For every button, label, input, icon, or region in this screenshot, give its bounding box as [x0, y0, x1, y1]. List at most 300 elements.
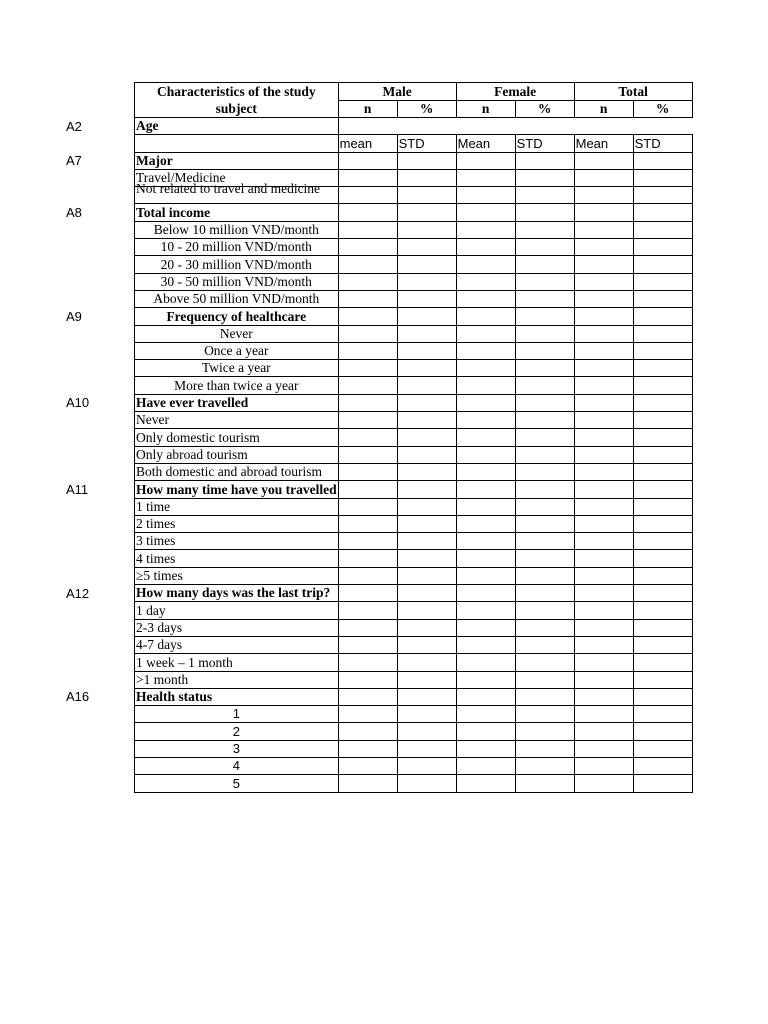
- value-cell[interactable]: [338, 498, 397, 515]
- value-cell[interactable]: [574, 775, 633, 792]
- value-cell[interactable]: [574, 290, 633, 307]
- section-title: How many days was the last trip?: [135, 585, 339, 602]
- value-cell[interactable]: [456, 654, 515, 671]
- value-cell[interactable]: [633, 567, 692, 584]
- value-cell[interactable]: [397, 308, 456, 325]
- value-cell[interactable]: [633, 533, 692, 550]
- value-cell[interactable]: [574, 533, 633, 550]
- value-cell[interactable]: [456, 567, 515, 584]
- section-title-row: [135, 688, 693, 705]
- value-cell[interactable]: [456, 446, 515, 463]
- value-cell[interactable]: [633, 290, 692, 307]
- value-cell[interactable]: [515, 567, 574, 584]
- value-cell[interactable]: [397, 602, 456, 619]
- value-cell[interactable]: [633, 636, 692, 653]
- value-cell[interactable]: [456, 360, 515, 377]
- value-cell[interactable]: [633, 688, 692, 705]
- value-cell[interactable]: [338, 290, 397, 307]
- value-cell[interactable]: [574, 394, 633, 411]
- item-row: [135, 221, 693, 238]
- value-cell[interactable]: [515, 515, 574, 532]
- value-cell[interactable]: [515, 394, 574, 411]
- value-cell[interactable]: [574, 740, 633, 757]
- value-cell[interactable]: [397, 463, 456, 480]
- value-cell[interactable]: [456, 377, 515, 394]
- item-row: [135, 602, 693, 619]
- value-cell[interactable]: [515, 256, 574, 273]
- value-cell[interactable]: [574, 169, 633, 186]
- value-cell[interactable]: [515, 757, 574, 774]
- item-label: More than twice a year: [135, 377, 339, 394]
- item-label: Twice a year: [135, 360, 339, 377]
- value-cell[interactable]: [338, 412, 397, 429]
- value-cell[interactable]: [633, 377, 692, 394]
- value-cell[interactable]: [397, 567, 456, 584]
- value-cell[interactable]: [456, 342, 515, 359]
- value-cell[interactable]: [338, 723, 397, 740]
- group-header-total: Total: [574, 83, 692, 101]
- value-cell[interactable]: [633, 360, 692, 377]
- item-label: 3: [135, 740, 339, 757]
- value-cell[interactable]: [456, 757, 515, 774]
- value-cell[interactable]: [515, 533, 574, 550]
- value-cell[interactable]: [574, 360, 633, 377]
- value-cell[interactable]: [338, 429, 397, 446]
- value-cell[interactable]: [338, 481, 397, 498]
- row-code: A2: [66, 118, 82, 134]
- value-cell[interactable]: [397, 481, 456, 498]
- value-cell[interactable]: [633, 757, 692, 774]
- age-label: Age: [135, 118, 339, 135]
- stat-header-cell: STD: [633, 135, 692, 152]
- item-row: [135, 446, 693, 463]
- value-cell[interactable]: [456, 533, 515, 550]
- stat-header-cell: Mean: [456, 135, 515, 152]
- value-cell[interactable]: [633, 308, 692, 325]
- value-cell[interactable]: [397, 740, 456, 757]
- value-cell[interactable]: [515, 671, 574, 688]
- value-cell[interactable]: [574, 602, 633, 619]
- item-label: Both domestic and abroad tourism: [135, 463, 339, 480]
- value-cell[interactable]: [338, 602, 397, 619]
- value-cell[interactable]: [338, 221, 397, 238]
- value-cell[interactable]: [397, 221, 456, 238]
- item-label: Only abroad tourism: [135, 446, 339, 463]
- value-cell[interactable]: [456, 273, 515, 290]
- value-cell[interactable]: [515, 775, 574, 792]
- value-cell[interactable]: [456, 636, 515, 653]
- section-title: Frequency of healthcare: [135, 308, 339, 325]
- section-title-row: [135, 308, 693, 325]
- value-cell[interactable]: [633, 256, 692, 273]
- value-cell[interactable]: [633, 481, 692, 498]
- section-title: How many time have you travelled: [136, 481, 337, 497]
- value-cell[interactable]: [397, 429, 456, 446]
- value-cell[interactable]: [338, 169, 397, 186]
- value-cell[interactable]: [397, 533, 456, 550]
- value-cell[interactable]: [338, 585, 397, 602]
- value-cell[interactable]: [456, 394, 515, 411]
- value-cell[interactable]: [574, 636, 633, 653]
- value-cell[interactable]: [397, 290, 456, 307]
- row-code: A9: [66, 308, 82, 324]
- value-cell[interactable]: [338, 360, 397, 377]
- value-cell[interactable]: [338, 740, 397, 757]
- value-cell[interactable]: [574, 515, 633, 532]
- value-cell[interactable]: [338, 515, 397, 532]
- value-cell[interactable]: [574, 239, 633, 256]
- value-cell[interactable]: [515, 619, 574, 636]
- group-header-female: Female: [456, 83, 574, 101]
- value-cell[interactable]: [338, 446, 397, 463]
- item-row: [135, 671, 693, 688]
- value-cell[interactable]: [456, 204, 515, 221]
- header-row: [135, 83, 693, 101]
- value-cell[interactable]: [574, 463, 633, 480]
- item-label: 2-3 days: [135, 619, 339, 636]
- age-stats-label-cell: [135, 135, 339, 152]
- value-cell[interactable]: [515, 290, 574, 307]
- value-cell[interactable]: [633, 775, 692, 792]
- value-cell[interactable]: [633, 412, 692, 429]
- item-label: 30 - 50 million VND/month: [135, 273, 339, 290]
- value-cell[interactable]: [397, 550, 456, 567]
- value-cell[interactable]: [338, 377, 397, 394]
- value-cell[interactable]: [633, 671, 692, 688]
- value-cell[interactable]: [338, 706, 397, 723]
- value-cell[interactable]: [456, 152, 515, 169]
- value-cell[interactable]: [338, 775, 397, 792]
- row-code: A16: [66, 689, 90, 705]
- subheader-cell: %: [397, 100, 456, 118]
- item-row: [135, 187, 693, 204]
- value-cell[interactable]: [633, 619, 692, 636]
- value-cell[interactable]: [574, 706, 633, 723]
- value-cell[interactable]: [515, 602, 574, 619]
- value-cell[interactable]: [456, 187, 515, 204]
- value-cell[interactable]: [397, 152, 456, 169]
- value-cell[interactable]: [633, 204, 692, 221]
- item-label: 1: [135, 706, 339, 723]
- value-cell[interactable]: [456, 256, 515, 273]
- value-cell[interactable]: [574, 723, 633, 740]
- value-cell[interactable]: [456, 688, 515, 705]
- value-cell[interactable]: [338, 256, 397, 273]
- value-cell[interactable]: [515, 636, 574, 653]
- item-row: [135, 740, 693, 757]
- value-cell[interactable]: [633, 394, 692, 411]
- value-cell[interactable]: [515, 239, 574, 256]
- subheader-cell: n: [338, 100, 397, 118]
- section-title-row: [135, 585, 693, 602]
- value-cell[interactable]: [456, 602, 515, 619]
- item-label: 1 week – 1 month: [135, 654, 339, 671]
- value-cell[interactable]: [397, 706, 456, 723]
- characteristics-table: [134, 82, 693, 793]
- value-cell[interactable]: [515, 654, 574, 671]
- item-label: 4 times: [135, 550, 339, 567]
- value-cell[interactable]: [456, 325, 515, 342]
- value-cell[interactable]: [633, 740, 692, 757]
- value-cell[interactable]: [338, 567, 397, 584]
- value-cell[interactable]: [338, 654, 397, 671]
- value-cell[interactable]: [456, 169, 515, 186]
- value-cell[interactable]: [515, 412, 574, 429]
- value-cell[interactable]: [397, 204, 456, 221]
- value-cell[interactable]: [338, 204, 397, 221]
- value-cell[interactable]: [574, 412, 633, 429]
- value-cell[interactable]: [338, 239, 397, 256]
- stat-header-cell: mean: [338, 135, 397, 152]
- value-cell[interactable]: [633, 654, 692, 671]
- value-cell[interactable]: [338, 533, 397, 550]
- value-cell[interactable]: [397, 619, 456, 636]
- item-label: 5: [135, 775, 339, 792]
- item-row: [135, 498, 693, 515]
- value-cell[interactable]: [397, 585, 456, 602]
- value-cell[interactable]: [397, 671, 456, 688]
- value-cell[interactable]: [515, 446, 574, 463]
- value-cell[interactable]: [633, 325, 692, 342]
- value-cell[interactable]: [456, 463, 515, 480]
- item-row: [135, 567, 693, 584]
- value-cell[interactable]: [633, 585, 692, 602]
- value-cell[interactable]: [397, 273, 456, 290]
- value-cell[interactable]: [456, 515, 515, 532]
- item-label: 2 times: [135, 515, 339, 532]
- item-label: 10 - 20 million VND/month: [135, 239, 339, 256]
- value-cell[interactable]: [574, 481, 633, 498]
- value-cell[interactable]: [397, 654, 456, 671]
- item-label: Never: [135, 325, 339, 342]
- item-label: Only domestic tourism: [135, 429, 339, 446]
- value-cell[interactable]: [515, 169, 574, 186]
- value-cell[interactable]: [338, 688, 397, 705]
- value-cell[interactable]: [456, 550, 515, 567]
- value-cell[interactable]: [397, 757, 456, 774]
- value-cell[interactable]: [338, 342, 397, 359]
- value-cell[interactable]: [515, 342, 574, 359]
- value-cell[interactable]: [456, 740, 515, 757]
- subheader-cell: %: [515, 100, 574, 118]
- value-cell[interactable]: [633, 463, 692, 480]
- value-cell[interactable]: [515, 463, 574, 480]
- value-cell[interactable]: [397, 412, 456, 429]
- value-cell[interactable]: [633, 429, 692, 446]
- value-cell[interactable]: [574, 273, 633, 290]
- value-cell[interactable]: [633, 187, 692, 204]
- value-cell[interactable]: [397, 723, 456, 740]
- value-cell[interactable]: [515, 325, 574, 342]
- value-cell[interactable]: [515, 723, 574, 740]
- value-cell[interactable]: [633, 723, 692, 740]
- value-cell[interactable]: [574, 498, 633, 515]
- value-cell[interactable]: [515, 377, 574, 394]
- value-cell[interactable]: [515, 204, 574, 221]
- value-cell[interactable]: [574, 377, 633, 394]
- item-label: 2: [135, 723, 339, 740]
- value-cell[interactable]: [456, 585, 515, 602]
- value-cell[interactable]: [633, 342, 692, 359]
- value-cell[interactable]: [338, 152, 397, 169]
- value-cell[interactable]: [456, 671, 515, 688]
- characteristics-header: Characteristics of the study subject: [135, 83, 339, 118]
- value-cell[interactable]: [574, 342, 633, 359]
- item-row: [135, 325, 693, 342]
- value-cell[interactable]: [338, 308, 397, 325]
- subheader-cell: %: [633, 100, 692, 118]
- value-cell[interactable]: [574, 671, 633, 688]
- value-cell[interactable]: [574, 757, 633, 774]
- item-label: Travel/Medicine: [135, 169, 339, 186]
- item-label: ≥5 times: [135, 567, 339, 584]
- value-cell[interactable]: [456, 706, 515, 723]
- value-cell[interactable]: [397, 342, 456, 359]
- value-cell[interactable]: [515, 152, 574, 169]
- section-title-row: [135, 481, 693, 498]
- value-cell[interactable]: [574, 567, 633, 584]
- value-cell[interactable]: [574, 256, 633, 273]
- value-cell[interactable]: [633, 152, 692, 169]
- value-cell[interactable]: [574, 325, 633, 342]
- item-row: [135, 654, 693, 671]
- value-cell[interactable]: [397, 169, 456, 186]
- value-cell[interactable]: [574, 550, 633, 567]
- item-label: Never: [135, 412, 339, 429]
- section-title: Major: [135, 152, 339, 169]
- value-cell[interactable]: [515, 187, 574, 204]
- item-row: [135, 723, 693, 740]
- value-cell[interactable]: [338, 636, 397, 653]
- item-row: [135, 463, 693, 480]
- item-row: [135, 360, 693, 377]
- value-cell[interactable]: [515, 481, 574, 498]
- item-row: [135, 757, 693, 774]
- value-cell[interactable]: [456, 498, 515, 515]
- value-cell[interactable]: [456, 481, 515, 498]
- value-cell[interactable]: [397, 325, 456, 342]
- item-row: [135, 636, 693, 653]
- value-cell[interactable]: [338, 187, 397, 204]
- value-cell[interactable]: [574, 619, 633, 636]
- age-row: [135, 118, 693, 135]
- value-cell[interactable]: [397, 377, 456, 394]
- value-cell[interactable]: [633, 273, 692, 290]
- value-cell[interactable]: [397, 515, 456, 532]
- value-cell[interactable]: [515, 308, 574, 325]
- value-cell[interactable]: [515, 550, 574, 567]
- value-cell[interactable]: [574, 688, 633, 705]
- value-cell[interactable]: [633, 221, 692, 238]
- value-cell[interactable]: [338, 325, 397, 342]
- item-row: [135, 412, 693, 429]
- value-cell[interactable]: [397, 775, 456, 792]
- value-cell[interactable]: [515, 360, 574, 377]
- value-cell[interactable]: [633, 239, 692, 256]
- value-cell[interactable]: [515, 585, 574, 602]
- value-cell[interactable]: [515, 273, 574, 290]
- value-cell[interactable]: [515, 706, 574, 723]
- value-cell[interactable]: [633, 498, 692, 515]
- value-cell[interactable]: [574, 585, 633, 602]
- value-cell[interactable]: [397, 256, 456, 273]
- value-cell[interactable]: [397, 360, 456, 377]
- row-code: A11: [66, 481, 89, 497]
- value-cell[interactable]: [456, 723, 515, 740]
- value-cell[interactable]: [338, 671, 397, 688]
- value-cell[interactable]: [515, 221, 574, 238]
- item-row: [135, 273, 693, 290]
- section-title-row: [135, 204, 693, 221]
- value-cell[interactable]: [397, 394, 456, 411]
- value-cell[interactable]: [397, 187, 456, 204]
- value-cell[interactable]: [338, 273, 397, 290]
- value-cell[interactable]: [515, 688, 574, 705]
- value-cell[interactable]: [397, 239, 456, 256]
- value-cell[interactable]: [397, 498, 456, 515]
- section-title-row: [135, 152, 693, 169]
- value-cell[interactable]: [574, 446, 633, 463]
- value-cell[interactable]: [574, 429, 633, 446]
- item-row: [135, 775, 693, 792]
- value-cell[interactable]: [574, 204, 633, 221]
- item-row: [135, 377, 693, 394]
- value-cell[interactable]: [397, 636, 456, 653]
- value-cell[interactable]: [456, 308, 515, 325]
- subheader-cell: n: [574, 100, 633, 118]
- value-cell[interactable]: [338, 394, 397, 411]
- value-cell[interactable]: [338, 463, 397, 480]
- row-code: A7: [66, 153, 82, 169]
- value-cell[interactable]: [515, 429, 574, 446]
- value-cell[interactable]: [633, 706, 692, 723]
- row-code: A10: [66, 395, 90, 411]
- value-cell[interactable]: [397, 688, 456, 705]
- value-cell[interactable]: [338, 619, 397, 636]
- value-cell[interactable]: [633, 515, 692, 532]
- value-cell[interactable]: [574, 308, 633, 325]
- stat-header-cell: STD: [397, 135, 456, 152]
- value-cell[interactable]: [456, 290, 515, 307]
- value-cell[interactable]: [456, 775, 515, 792]
- value-cell[interactable]: [633, 550, 692, 567]
- value-cell[interactable]: [456, 429, 515, 446]
- value-cell[interactable]: [515, 740, 574, 757]
- value-cell[interactable]: [397, 446, 456, 463]
- value-cell[interactable]: [338, 757, 397, 774]
- value-cell[interactable]: [515, 498, 574, 515]
- value-cell[interactable]: [338, 550, 397, 567]
- item-row: [135, 429, 693, 446]
- value-cell[interactable]: [633, 446, 692, 463]
- item-row: [135, 550, 693, 567]
- value-cell[interactable]: [633, 602, 692, 619]
- item-row: [135, 256, 693, 273]
- section-title: Have ever travelled: [135, 394, 339, 411]
- section-title-row: [135, 394, 693, 411]
- value-cell[interactable]: [574, 152, 633, 169]
- value-cell[interactable]: [456, 239, 515, 256]
- value-cell[interactable]: [574, 221, 633, 238]
- value-cell[interactable]: [456, 221, 515, 238]
- value-cell[interactable]: [456, 619, 515, 636]
- value-cell[interactable]: [633, 169, 692, 186]
- value-cell[interactable]: [456, 412, 515, 429]
- value-cell[interactable]: [574, 187, 633, 204]
- row-code: A8: [66, 204, 82, 220]
- item-row: [135, 290, 693, 307]
- value-cell[interactable]: [574, 654, 633, 671]
